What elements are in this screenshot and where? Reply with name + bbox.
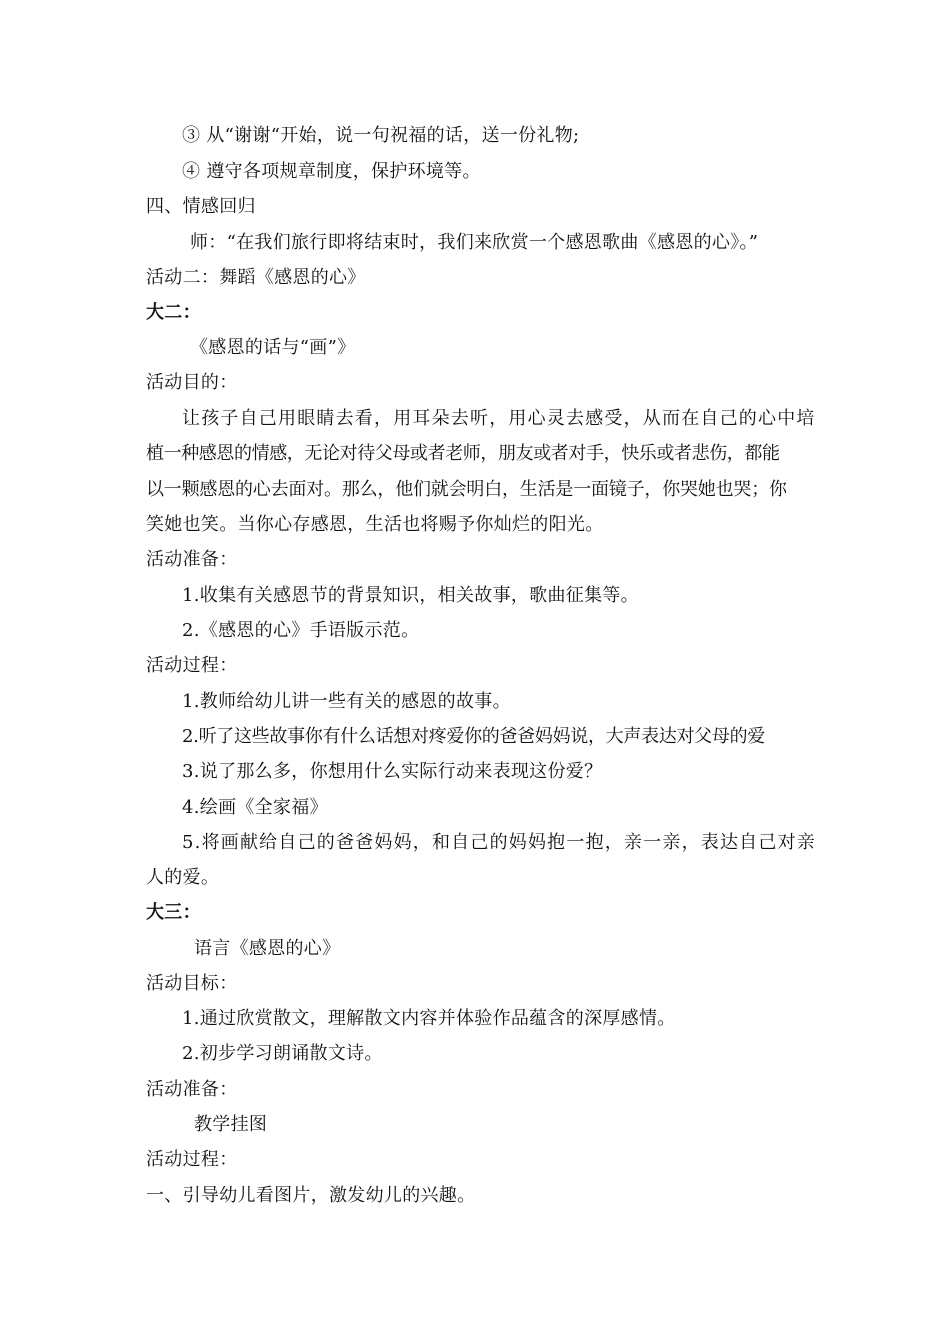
text-line: 1.通过欣赏散文，理解散文内容并体验作品蕴含的深厚感情。 [182,1008,676,1029]
text-line: 活动目标： [146,973,238,994]
text-line: 笑她也笑。当你心存感恩，生活也将赐予你灿烂的阳光。 [146,514,604,535]
text-line: 2.《感恩的心》手语版示范。 [182,620,420,641]
text-line: 活动目的： [146,372,238,393]
activity-title: 语言《感恩的心》 [194,938,341,959]
text-line: 教学挂图 [194,1114,268,1135]
text-line: 师：“在我们旅行即将结束时，我们来欣赏一个感恩歌曲《感恩的心》。” [190,232,759,253]
text-line: 植一种感恩的情感，无论对待父母或者老师，朋友或者对手，快乐或者悲伤，都能 [146,443,780,464]
text-line: 1.收集有关感恩节的背景知识，相关故事，歌曲征集等。 [182,585,639,606]
grade-heading: 大三： [146,902,201,923]
text-line: ④ 遵守各项规章制度，保护环境等。 [182,161,481,182]
text-line: 活动准备： [146,549,238,570]
text-line: ③ 从“谢谢“开始，说一句祝福的话，送一份礼物; [182,125,580,146]
text-line: 2.听了这些故事你有什么话想对疼爱你的爸爸妈妈说，大声表达对父母的爱 [182,726,765,747]
text-line: 以一颗感恩的心去面对。那么，他们就会明白，生活是一面镜子，你哭她也哭；你 [146,479,787,500]
text-line: 2.初步学习朗诵散文诗。 [182,1043,383,1064]
text-line: 1.教师给幼儿讲一些有关的感恩的故事。 [182,691,511,712]
text-line: 一、引导幼儿看图片，激发幼儿的兴趣。 [146,1185,476,1206]
text-line: 活动过程： [146,655,238,676]
text-line: 活动二：舞蹈《感恩的心》 [146,267,366,288]
text-line: 5.将画献给自己的爸爸妈妈，和自己的妈妈抱一抱，亲一亲，表达自己对亲 [182,832,816,853]
section-heading: 四、情感回归 [146,196,256,217]
text-line: 活动准备： [146,1079,238,1100]
text-line: 人的爱。 [146,867,220,888]
text-line: 让孩子自己用眼睛去看，用耳朵去听，用心灵去感受，从而在自己的心中培 [182,408,816,429]
text-line: 4.绘画《全家福》 [182,797,328,818]
grade-heading: 大二： [146,302,201,323]
text-line: 活动过程： [146,1149,238,1170]
activity-title: 《感恩的话与“画”》 [190,337,356,358]
text-line: 3.说了那么多，你想用什么实际行动来表现这份爱？ [182,761,603,782]
